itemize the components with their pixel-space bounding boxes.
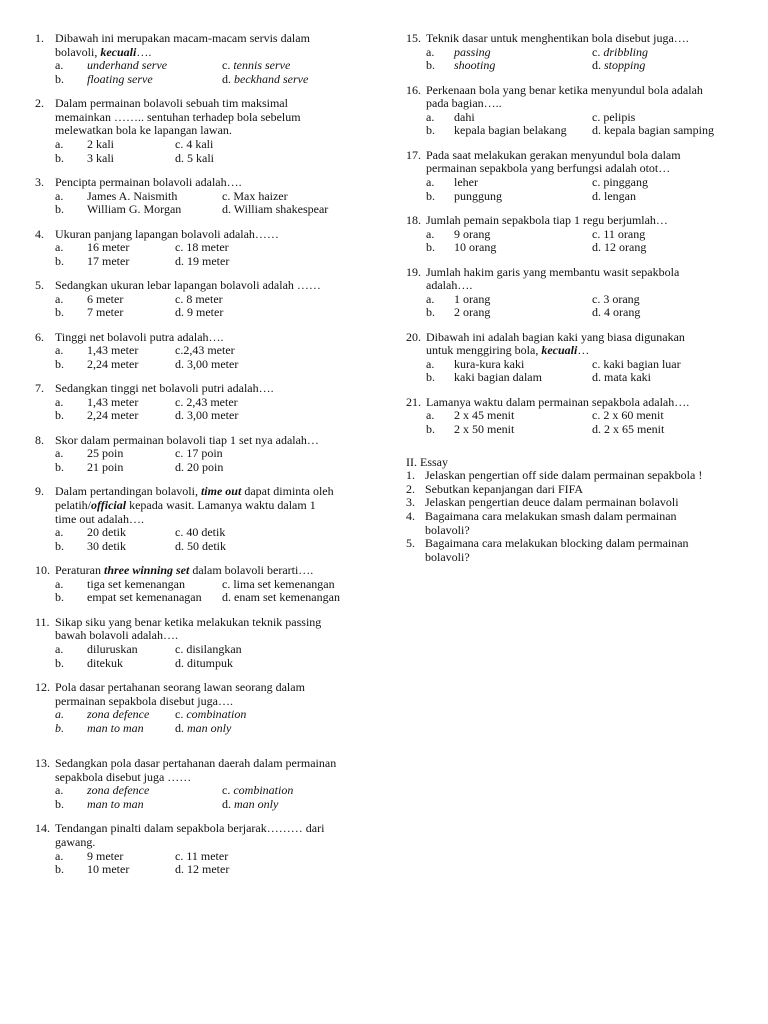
- option-letter: b.: [55, 655, 64, 670]
- option-letter: b.: [55, 71, 64, 86]
- question-item: [35, 616, 380, 670]
- options-row: [406, 306, 746, 320]
- question-item: [35, 97, 380, 165]
- essay-number: 1.: [406, 468, 415, 483]
- question-item: [35, 331, 380, 372]
- option-text: c. pinggang: [592, 174, 648, 189]
- option-text: c. tennis serve: [222, 58, 291, 73]
- question-item: [406, 84, 746, 138]
- option-letter: a.: [55, 446, 64, 461]
- option-letter: b.: [426, 370, 435, 385]
- option-letter: a.: [426, 174, 435, 189]
- options-row: [35, 358, 380, 372]
- question-item: [35, 176, 380, 217]
- option-text: 10 orang: [454, 240, 497, 255]
- options-row: [406, 228, 746, 242]
- question-number: 17.: [406, 147, 421, 162]
- option-letter: b.: [55, 720, 64, 735]
- question-stem: [35, 485, 380, 526]
- options-row: [35, 306, 380, 320]
- option-text: 1 orang: [454, 291, 491, 306]
- option-text: d. lengan: [592, 188, 636, 203]
- essay-text-line: Jelaskan pengertian deuce dalam permainan bolavoli: [425, 495, 679, 510]
- question-stem: [35, 97, 380, 138]
- options-row: [406, 409, 746, 423]
- question-number: 14.: [35, 821, 50, 836]
- question-text-line: Tinggi net bolavoli putra adalah….: [55, 329, 224, 344]
- option-text: d. kepala bagian samping: [592, 123, 714, 138]
- option-text: shooting: [454, 58, 496, 73]
- options-row: [35, 850, 380, 864]
- option-text: d. William shakespear: [222, 202, 329, 217]
- option-text: 7 meter: [87, 305, 124, 320]
- question-item: [406, 214, 746, 255]
- question-text-line: Perkenaan bola yang benar ketika menyundul bola adalah: [426, 82, 703, 97]
- options-row: [35, 591, 380, 605]
- option-text: 6 meter: [87, 291, 124, 306]
- option-text: c. lima set kemenangan: [222, 576, 335, 591]
- option-text: c. 11 meter: [175, 848, 229, 863]
- question-text-line: Pencipta permainan bolavoli adalah….: [55, 174, 242, 189]
- option-text: 3 kali: [87, 150, 114, 165]
- option-text: d. man only: [222, 797, 279, 812]
- question-item: [35, 382, 380, 423]
- options-row: [35, 190, 380, 204]
- option-text: d. 50 detik: [175, 538, 226, 553]
- question-stem: [35, 382, 380, 396]
- options-row: [406, 358, 746, 372]
- question-stem: [35, 32, 380, 59]
- essay-text-line: Bagaimana cara melakukan blocking dalam permainan: [425, 536, 689, 551]
- option-text: kura-kura kaki: [454, 356, 525, 371]
- options-row: [35, 344, 380, 358]
- options-row: [35, 152, 380, 166]
- option-letter: a.: [55, 576, 64, 591]
- option-letter: a.: [55, 343, 64, 358]
- question-stem: [35, 616, 380, 643]
- question-number: 1.: [35, 31, 44, 45]
- question-number: 3.: [35, 174, 44, 189]
- option-letter: a.: [55, 240, 64, 255]
- question-text-line: pelatih/official kepada wasit. Lamanya waktu dalam 1: [55, 498, 316, 512]
- option-text: d. 3,00 meter: [175, 356, 239, 371]
- question-number: 5.: [35, 278, 44, 293]
- options-row: [35, 293, 380, 307]
- option-text: c. Max haizer: [222, 188, 288, 203]
- option-letter: a.: [426, 44, 435, 59]
- option-text: 21 poin: [87, 460, 124, 475]
- option-letter: b.: [426, 58, 435, 73]
- question-text-line: gawang.: [55, 835, 96, 850]
- options-row: [406, 371, 746, 385]
- question-item: [35, 32, 380, 86]
- options-row: [35, 241, 380, 255]
- question-item: [406, 331, 746, 385]
- options-row: [406, 111, 746, 125]
- essay-question: [406, 483, 746, 497]
- option-text: c. dribbling: [592, 44, 648, 59]
- option-text: 2 kali: [87, 136, 114, 151]
- option-letter: a.: [55, 641, 64, 656]
- option-text: floating serve: [87, 71, 153, 86]
- option-letter: b.: [55, 253, 64, 268]
- question-item: [406, 149, 746, 203]
- option-text: d. 9 meter: [175, 305, 224, 320]
- option-letter: b.: [55, 590, 64, 605]
- question-text-line: Dalam pertandingan bolavoli, time out dapat diminta oleh: [55, 484, 334, 499]
- question-text-line: Dibawah ini merupakan macam-macam servis dalam: [55, 31, 310, 45]
- option-text: diluruskan: [87, 641, 138, 656]
- question-item: [406, 266, 746, 320]
- option-letter: b.: [55, 460, 64, 475]
- option-text: 1,43 meter: [87, 394, 139, 409]
- options-row: [35, 396, 380, 410]
- options-row: [35, 73, 380, 87]
- option-text: punggung: [454, 188, 502, 203]
- question-text-line: pada bagian…..: [426, 96, 502, 111]
- question-stem: [35, 564, 380, 578]
- option-text: 1,43 meter: [87, 343, 139, 358]
- option-letter: a.: [55, 291, 64, 306]
- question-text-line: Sedangkan pola dasar pertahanan daerah dalam permainan: [55, 756, 337, 771]
- question-text-line: sepakbola disebut juga ……: [55, 769, 192, 784]
- question-item: [35, 822, 380, 876]
- question-text-line: bawah bolavoli adalah….: [55, 628, 178, 643]
- options-row: [35, 409, 380, 423]
- option-text: zona defence: [87, 783, 150, 798]
- option-text: William G. Morgan: [87, 202, 182, 217]
- option-text: zona defence: [87, 707, 150, 722]
- option-letter: a.: [55, 188, 64, 203]
- option-text: d. 12 meter: [175, 862, 230, 877]
- option-text: passing: [454, 44, 491, 59]
- options-row: [35, 59, 380, 73]
- option-letter: a.: [55, 58, 64, 73]
- question-text-line: permainan sepakbola disebut juga….: [55, 693, 233, 708]
- question-item: [35, 757, 380, 811]
- options-row: [35, 526, 380, 540]
- option-text: c. 11 orang: [592, 226, 646, 241]
- option-text: 10 meter: [87, 862, 130, 877]
- options-row: [35, 447, 380, 461]
- options-row: [406, 124, 746, 138]
- option-text: c. combination: [222, 783, 294, 798]
- question-stem: [406, 214, 746, 228]
- option-text: dahi: [454, 109, 475, 124]
- question-text-line: Teknik dasar untuk menghentikan bola disebut juga….: [426, 31, 689, 45]
- question-stem: [35, 331, 380, 345]
- essay-number: 2.: [406, 481, 415, 496]
- question-number: 16.: [406, 82, 421, 97]
- option-text: 9 meter: [87, 848, 124, 863]
- option-letter: a.: [426, 226, 435, 241]
- question-item: [406, 396, 746, 437]
- option-text: d. 19 meter: [175, 253, 230, 268]
- option-letter: b.: [55, 538, 64, 553]
- option-letter: b.: [426, 188, 435, 203]
- question-item: [35, 228, 380, 269]
- option-letter: b.: [55, 202, 64, 217]
- question-text-line: Pola dasar pertahanan seorang lawan seorang dalam: [55, 679, 305, 694]
- options-row: [406, 423, 746, 437]
- question-stem: [35, 176, 380, 190]
- essay-text-line: Sebutkan kepanjangan dari FIFA: [425, 481, 584, 496]
- option-text: c. kaki bagian luar: [592, 356, 681, 371]
- option-text: c. disilangkan: [175, 641, 242, 656]
- question-text-line: bolavoli, kecuali….: [55, 44, 152, 59]
- options-row: [35, 255, 380, 269]
- options-row: [35, 798, 380, 812]
- option-text: c. 2 x 60 menit: [592, 408, 664, 423]
- option-text: c.2,43 meter: [175, 343, 235, 358]
- option-text: d. 12 orang: [592, 240, 647, 255]
- option-text: 2,24 meter: [87, 408, 139, 423]
- question-number: 18.: [406, 212, 421, 227]
- essay-question: [406, 496, 746, 510]
- question-number: 12.: [35, 679, 50, 694]
- question-text-line: Skor dalam permainan bolavoli tiap 1 set nya adalah…: [55, 432, 319, 447]
- question-text-line: Pada saat melakukan gerakan menyundul bola dalam: [426, 147, 681, 162]
- options-row: [406, 176, 746, 190]
- option-text: d. 5 kali: [175, 150, 214, 165]
- option-letter: a.: [55, 848, 64, 863]
- question-text-line: Sikap siku yang benar ketika melakukan teknik passing: [55, 614, 322, 629]
- question-number: 11.: [35, 614, 50, 629]
- question-stem: [35, 822, 380, 849]
- question-text-line: Sedangkan ukuran lebar lapangan bolavoli adalah ……: [55, 278, 321, 293]
- left-column: [35, 32, 380, 888]
- option-text: empat set kemenanagan: [87, 590, 202, 605]
- question-number: 21.: [406, 394, 421, 409]
- question-text-line: Tendangan pinalti dalam sepakbola berjarak……… dari: [55, 821, 325, 836]
- question-number: 2.: [35, 96, 44, 111]
- option-letter: a.: [55, 525, 64, 540]
- option-text: man to man: [87, 797, 144, 812]
- option-letter: a.: [55, 394, 64, 409]
- question-text-line: Jumlah hakim garis yang membantu wasit sepakbola: [426, 264, 680, 279]
- options-row: [406, 190, 746, 204]
- option-text: kaki bagian dalam: [454, 370, 542, 385]
- essay-text-line: Jelaskan pengertian off side dalam permainan sepakbola !: [425, 468, 703, 483]
- option-text: 2 x 50 menit: [454, 422, 515, 437]
- option-letter: b.: [55, 356, 64, 371]
- options-row: [35, 657, 380, 671]
- option-text: 2,24 meter: [87, 356, 139, 371]
- options-row: [35, 863, 380, 877]
- question-item: [35, 434, 380, 475]
- question-number: 8.: [35, 432, 44, 447]
- option-letter: a.: [426, 356, 435, 371]
- option-text: James A. Naismith: [87, 188, 178, 203]
- question-number: 6.: [35, 329, 44, 344]
- option-text: man to man: [87, 720, 144, 735]
- question-text-line: time out adalah….: [55, 511, 144, 526]
- option-text: c. combination: [175, 707, 247, 722]
- options-row: [35, 722, 380, 736]
- options-row: [406, 293, 746, 307]
- options-row: [406, 46, 746, 60]
- option-text: 20 detik: [87, 525, 126, 540]
- essay-heading: II. Essay: [406, 454, 448, 469]
- question-number: 20.: [406, 329, 421, 344]
- option-text: d. mata kaki: [592, 370, 651, 385]
- option-text: c. 2,43 meter: [175, 394, 238, 409]
- option-text: tiga set kemenangan: [87, 576, 185, 591]
- option-letter: a.: [426, 109, 435, 124]
- question-stem: [406, 331, 746, 358]
- question-stem: [35, 434, 380, 448]
- option-text: 30 detik: [87, 538, 126, 553]
- option-text: d. ditumpuk: [175, 655, 234, 670]
- question-number: 9.: [35, 484, 44, 499]
- option-text: 2 orang: [454, 305, 491, 320]
- question-text-line: permainan sepakbola yang berfungsi adalah otot…: [426, 161, 671, 176]
- question-number: 19.: [406, 264, 421, 279]
- option-letter: a.: [426, 291, 435, 306]
- question-text-line: Dalam permainan bolavoli sebuah tim maksimal: [55, 96, 288, 111]
- option-text: 2 x 45 menit: [454, 408, 515, 423]
- option-text: c. 4 kali: [175, 136, 214, 151]
- question-text-line: Sedangkan tinggi net bolavoli putri adalah….: [55, 381, 274, 396]
- question-stem: [35, 228, 380, 242]
- option-text: kepala bagian belakang: [454, 123, 567, 138]
- option-text: c. 18 meter: [175, 240, 229, 255]
- question-text-line: Jumlah pemain sepakbola tiap 1 regu berjumlah…: [426, 212, 668, 227]
- option-text: underhand serve: [87, 58, 168, 73]
- option-text: d. beckhand serve: [222, 71, 309, 86]
- options-row: [406, 59, 746, 73]
- question-stem: [35, 279, 380, 293]
- options-row: [35, 578, 380, 592]
- option-text: 9 orang: [454, 226, 491, 241]
- option-text: 16 meter: [87, 240, 130, 255]
- option-text: 25 poin: [87, 446, 124, 461]
- option-letter: b.: [55, 408, 64, 423]
- option-text: ditekuk: [87, 655, 123, 670]
- option-letter: a.: [55, 707, 64, 722]
- question-item: [35, 279, 380, 320]
- question-stem: [406, 84, 746, 111]
- options-row: [35, 138, 380, 152]
- option-text: d. enam set kemenangan: [222, 590, 340, 605]
- option-letter: a.: [426, 408, 435, 423]
- question-text-line: melewatkan bola ke lapangan lawan.: [55, 123, 232, 138]
- question-stem: [35, 757, 380, 784]
- essay-text-line: bolavoli?: [425, 549, 470, 564]
- option-letter: b.: [55, 797, 64, 812]
- option-letter: b.: [55, 862, 64, 877]
- question-text-line: Dibawah ini adalah bagian kaki yang biasa digunakan: [426, 329, 685, 344]
- option-letter: a.: [55, 783, 64, 798]
- question-number: 15.: [406, 31, 421, 45]
- essay-number: 5.: [406, 536, 415, 551]
- question-text-line: adalah….: [426, 278, 473, 293]
- question-number: 7.: [35, 381, 44, 396]
- essay-question: [406, 537, 746, 564]
- option-text: d. 2 x 65 menit: [592, 422, 665, 437]
- option-text: d. man only: [175, 720, 232, 735]
- essay-text-line: bolavoli?: [425, 522, 470, 537]
- options-row: [35, 461, 380, 475]
- options-row: [35, 643, 380, 657]
- option-letter: b.: [55, 150, 64, 165]
- option-letter: a.: [55, 136, 64, 151]
- question-stem: [406, 266, 746, 293]
- option-text: 17 meter: [87, 253, 130, 268]
- essay-question: [406, 469, 746, 483]
- option-text: c. 40 detik: [175, 525, 226, 540]
- question-number: 10.: [35, 563, 50, 578]
- options-row: [406, 241, 746, 255]
- question-stem: [406, 32, 746, 46]
- question-stem: [35, 681, 380, 708]
- essay-number: 3.: [406, 495, 415, 510]
- option-text: c. 17 poin: [175, 446, 223, 461]
- question-item: [35, 485, 380, 553]
- essay-question: [406, 510, 746, 537]
- question-text-line: Ukuran panjang lapangan bolavoli adalah……: [55, 226, 279, 241]
- option-letter: b.: [426, 305, 435, 320]
- option-text: c. pelipis: [592, 109, 636, 124]
- question-item: [35, 681, 380, 735]
- essay-number: 4.: [406, 509, 415, 523]
- option-text: d. 3,00 meter: [175, 408, 239, 423]
- option-letter: b.: [55, 305, 64, 320]
- essay-text-line: Bagaimana cara melakukan smash dalam permainan: [425, 509, 677, 523]
- question-text-line: Peraturan three winning set dalam bolavoli berarti….: [55, 563, 314, 578]
- question-stem: [406, 149, 746, 176]
- question-item: [35, 564, 380, 605]
- options-row: [35, 784, 380, 798]
- option-text: d. 4 orang: [592, 305, 641, 320]
- option-letter: b.: [426, 422, 435, 437]
- option-letter: b.: [426, 240, 435, 255]
- options-row: [35, 203, 380, 217]
- question-number: 4.: [35, 226, 44, 241]
- question-stem: [406, 396, 746, 410]
- option-text: d. 20 poin: [175, 460, 224, 475]
- right-column: [406, 32, 746, 564]
- option-text: d. stopping: [592, 58, 646, 73]
- question-text-line: untuk menggiring bola, kecuali…: [426, 343, 590, 358]
- question-text-line: Lamanya waktu dalam permainan sepakbola adalah….: [426, 394, 690, 409]
- options-row: [35, 708, 380, 722]
- option-text: c. 3 orang: [592, 291, 640, 306]
- option-letter: b.: [426, 123, 435, 138]
- option-text: leher: [454, 174, 478, 189]
- option-text: c. 8 meter: [175, 291, 223, 306]
- options-row: [35, 540, 380, 554]
- question-item: [406, 32, 746, 73]
- question-text-line: memainkan …….. sentuhan terhadep bola sebelum: [55, 109, 301, 124]
- question-number: 13.: [35, 756, 50, 771]
